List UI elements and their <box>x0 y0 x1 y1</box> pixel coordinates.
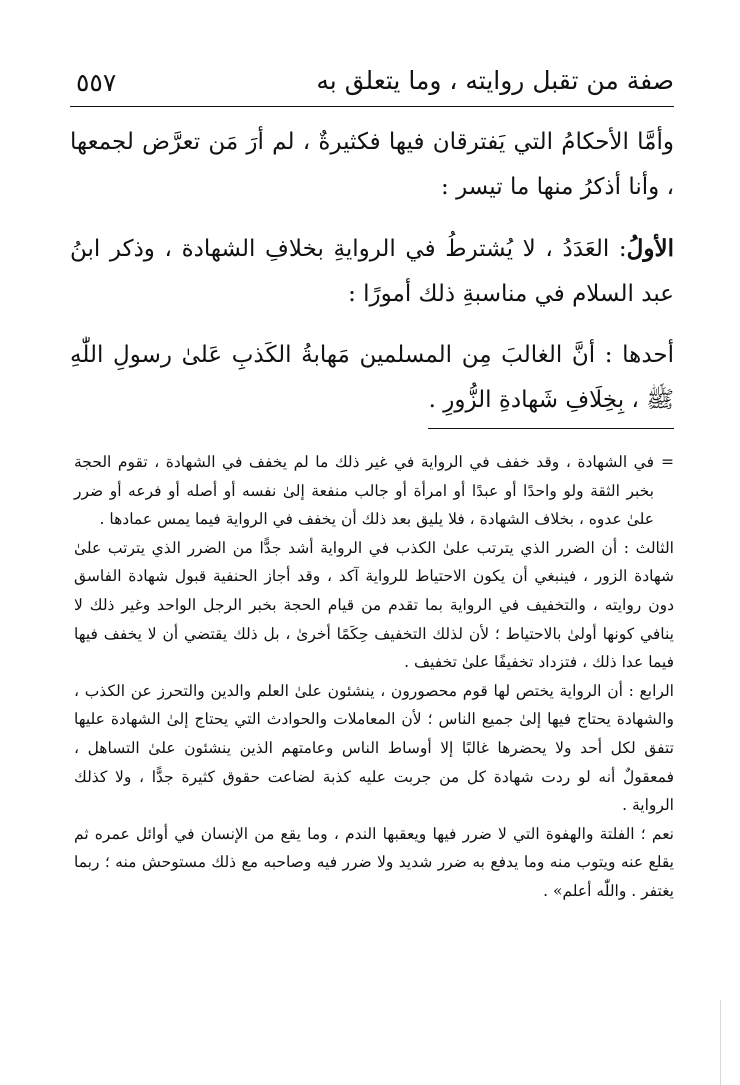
main-paragraph-3: أحدها : أنَّ الغالبَ مِن المسلمين مَهابةُ الكَذبِ عَلىٰ رسولِ اللّٰهِ ﷺ ، بِخِلَافِ شَهادةِ الزُّورِ . <box>70 342 674 413</box>
footnote-fourth-point: الرابع : أن الرواية يختص لها قوم محصورون ، ينشئون علىٰ العلم والدين والتحرز عن الكذب ، والشهادة يحتاج فيها إلىٰ جميع الناس ؛ لأن المعاملات والحوادث التي يحتاج إلىٰ الشهادة عليها تتفق لكل أحد ولا يحضرها غالبًا إلا أوساط الناس وعامتهم الذين ينشئون علىٰ التساهل ، فمعقولٌ أنه لو ردت شهادة كل من جربت عليه كذبة لضاعت حقوق كثيرة جدًّا ، ولا كذلك الرواية . <box>74 681 674 815</box>
main-paragraph-2 <box>70 226 674 317</box>
footnote-closing: نعم ؛ الفلتة والهفوة التي لا ضرر فيها ويعقبها الندم ، وما يقع من الإنسان في أوائل عمره ثم يقلع عنه ويتوب منه وما يدفع به ضرر شديد ولا ضرر فيه وصاحبه مع ذلك مستوحش منه ؛ ربما يغتفر . واللّٰه أعلم» . <box>74 824 674 900</box>
first-point-text: : العَدَدُ ، لا يُشترطُ في الروايةِ بخلافِ الشهادة ، وذكر ابنُ عبد السلام في مناسبةِ ذلك أمورًا : <box>70 236 674 307</box>
page-header <box>70 58 674 107</box>
main-paragraph-1: وأمَّا الأحكامُ التي يَفترقان فيها فكثيرةٌ ، لم أرَ مَن تعرَّض لجمعها ، وأنا أذكرُ منها ما تيسر : <box>70 129 674 200</box>
footnote-third-point: الثالث : أن الضرر الذي يترتب علىٰ الكذب في الرواية أشد جدًّا من الضرر الذي يترتب علىٰ شهادة الزور ، فينبغي أن يكون الاحتياط للرواية آكد ، وقد أجاز الحنفية قبول شهادة الفاسق دون روايته ، والتخفيف في الرواية بما تقدم من قيام الحجة بخبر الرجل الواحد وغير ذلك لا ينافي كونها أولىٰ بالاحتياط ؛ لأن لذلك التخفيف حِكَمًا أخرىٰ ، بل ذلك يقتضي أن لا يخفف فيها فيما عدا ذلك ، فتزداد تخفيفًا علىٰ تخفيف . <box>74 538 674 672</box>
footnote-continuation <box>74 448 674 534</box>
footnote-separator <box>428 428 674 429</box>
first-point-term: الأولُ <box>626 235 674 262</box>
page-number: ٥٥٧ <box>76 68 117 97</box>
page-edge-line <box>720 1000 721 1085</box>
footnotes <box>74 448 674 906</box>
main-text <box>70 120 674 439</box>
continuation-mark: = <box>661 453 674 471</box>
running-title: صفة من تقبل روايته ، وما يتعلق به <box>316 66 674 95</box>
footnote-continuation-text: في الشهادة ، وقد خفف في الرواية في غير ذلك ما لم يخفف في الشهادة ، تقوم الحجة بخبر الثقة ولو واحدًا أو عبدًا أو امرأة أو جالب منفعة إلىٰ نفسه أو أصله أو فرعه أو ضرر علىٰ عدوه ، بخلاف الشهادة ، فلا يليق بعد ذلك أن يخفف في الرواية فيما يمس عمادها . <box>74 453 654 529</box>
